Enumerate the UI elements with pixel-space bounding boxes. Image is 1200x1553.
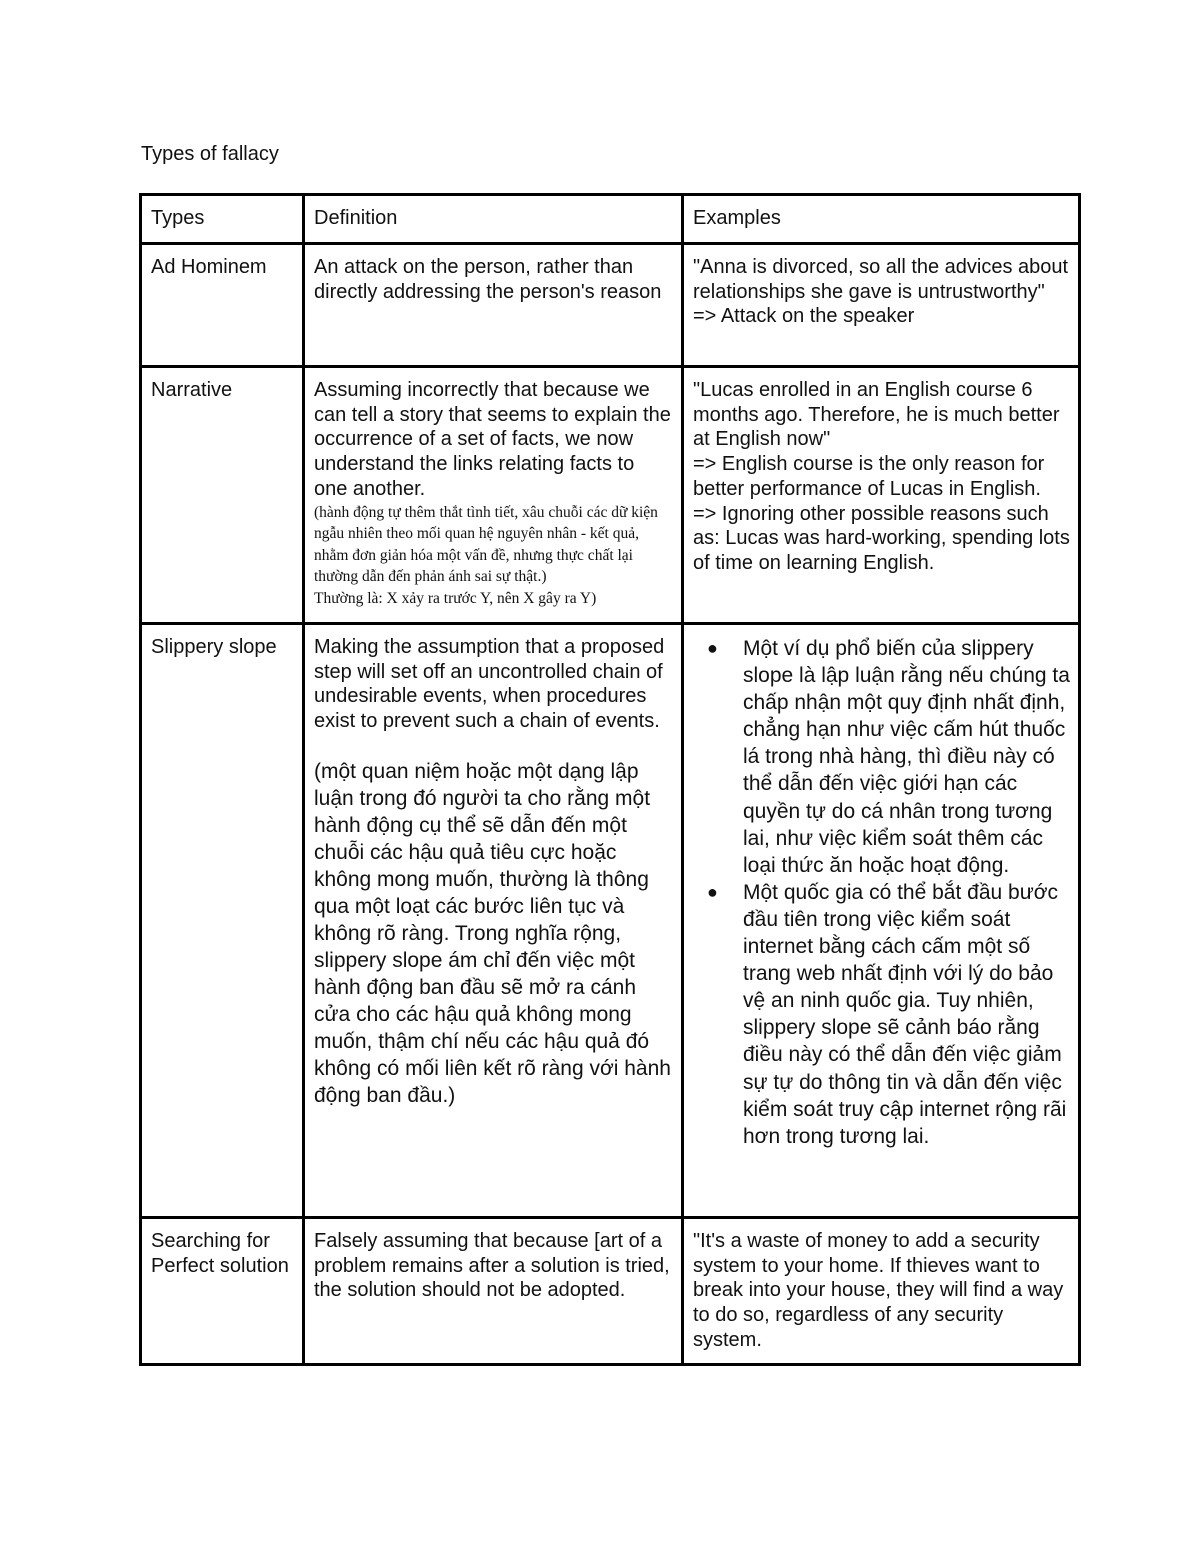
fallacy-table bbox=[139, 193, 1081, 1366]
definition-cell bbox=[304, 367, 683, 624]
definition-cell bbox=[304, 624, 683, 1218]
list-item bbox=[707, 635, 1070, 879]
table-header-row bbox=[141, 195, 1080, 244]
paragraph-gap bbox=[314, 734, 673, 758]
table-row bbox=[141, 367, 1080, 624]
example-text: "Lucas enrolled in an English course 6 months ago. Therefore, he is much better at English now" bbox=[693, 379, 1060, 451]
examples-cell bbox=[683, 624, 1080, 1218]
list-item bbox=[707, 879, 1070, 1150]
table-row bbox=[141, 1218, 1080, 1365]
table-row bbox=[141, 624, 1080, 1218]
example-text: => Ignoring other possible reasons such as: Lucas was hard-working, spending lots of time on learning English. bbox=[693, 502, 1070, 574]
examples-cell bbox=[683, 244, 1080, 367]
type-cell: Ad Hominem bbox=[141, 244, 304, 367]
type-cell: Narrative bbox=[141, 367, 304, 624]
example-text: "Anna is divorced, so all the advices about relationships she gave is untrustworthy" bbox=[693, 256, 1069, 303]
bullet-icon: ● bbox=[707, 881, 718, 902]
example-text: Một ví dụ phổ biến của slippery slope là lập luận rằng nếu chúng ta chấp nhận một quy định nhất định, chẳng hạn như việc cấm hút thuốc lá trong nhà hàng, thì điều này có thể dẫn đến việc giới hạn các quyền tự do cá nhân trong tương lai, như việc kiểm soát thêm các loại thức ăn hoặc hoạt động. bbox=[743, 637, 1070, 877]
header-definition: Definition bbox=[304, 195, 683, 244]
definition-note: Thường là: X xảy ra trước Y, nên X gây ra Y) bbox=[314, 589, 597, 607]
table-row bbox=[141, 244, 1080, 367]
document-title: Types of fallacy bbox=[141, 143, 279, 165]
header-examples: Examples bbox=[683, 195, 1080, 244]
example-text: Một quốc gia có thể bắt đầu bước đầu tiên trong việc kiểm soát internet bằng cách cấm một số trang web nhất định với lý do bảo vệ an ninh quốc gia. Tuy nhiên, slippery slope sẽ cảnh báo rằng điều này có thể dẫn đến việc giảm sự tự do thông tin và dẫn đến việc kiểm soát truy cập internet rộng rãi hơn trong tương lai. bbox=[743, 880, 1067, 1148]
definition-cell: An attack on the person, rather than directly addressing the person's reason bbox=[304, 244, 683, 367]
definition-cell: Falsely assuming that because [art of a problem remains after a solution is tried, the solution should not be adopted. bbox=[304, 1218, 683, 1365]
examples-cell bbox=[683, 367, 1080, 624]
definition-text: Assuming incorrectly that because we can tell a story that seems to explain the occurrence of a set of facts, we now understand the links relating facts to one another. bbox=[314, 379, 671, 500]
example-text: "It's a waste of money to add a security system to your home. If thieves want to break into your house, they will find a way to do so, regardless of any security system. bbox=[693, 1230, 1064, 1351]
type-cell: Slippery slope bbox=[141, 624, 304, 1218]
example-text: => English course is the only reason for better performance of Lucas in English. bbox=[693, 453, 1045, 500]
definition-note: (hành động tự thêm thắt tình tiết, xâu chuỗi các dữ kiện ngẫu nhiên theo mối quan hệ nguyên nhân - kết quả, nhằm đơn giản hóa một vấn đề, nhưng thực chất lại thường dẫn đến phản ánh sai sự thật.) bbox=[314, 503, 658, 586]
bullet-icon: ● bbox=[707, 638, 718, 658]
header-types: Types bbox=[141, 195, 304, 244]
type-cell: Searching for Perfect solution bbox=[141, 1218, 304, 1365]
examples-cell bbox=[683, 1218, 1080, 1365]
definition-note: (một quan niệm hoặc một dạng lập luận trong đó người ta cho rằng một hành động cụ thể sẽ dẫn đến một chuỗi các hậu quả tiêu cực hoặc không mong muốn, thường là thông qua một loạt các bước liên tục và không rõ ràng. Trong nghĩa rộng, slippery slope ám chỉ đến việc một hành động ban đầu sẽ mở ra cánh cửa cho các hậu quả không mong muốn, thậm chí nếu các hậu quả đó không có mối liên kết rõ ràng với hành động ban đầu.) bbox=[314, 759, 671, 1107]
examples-list bbox=[693, 635, 1070, 1150]
definition-text: Making the assumption that a proposed step will set off an uncontrolled chain of undesirable events, when procedures exist to prevent such a chain of events. bbox=[314, 636, 665, 733]
example-text: => Attack on the speaker bbox=[693, 305, 915, 328]
